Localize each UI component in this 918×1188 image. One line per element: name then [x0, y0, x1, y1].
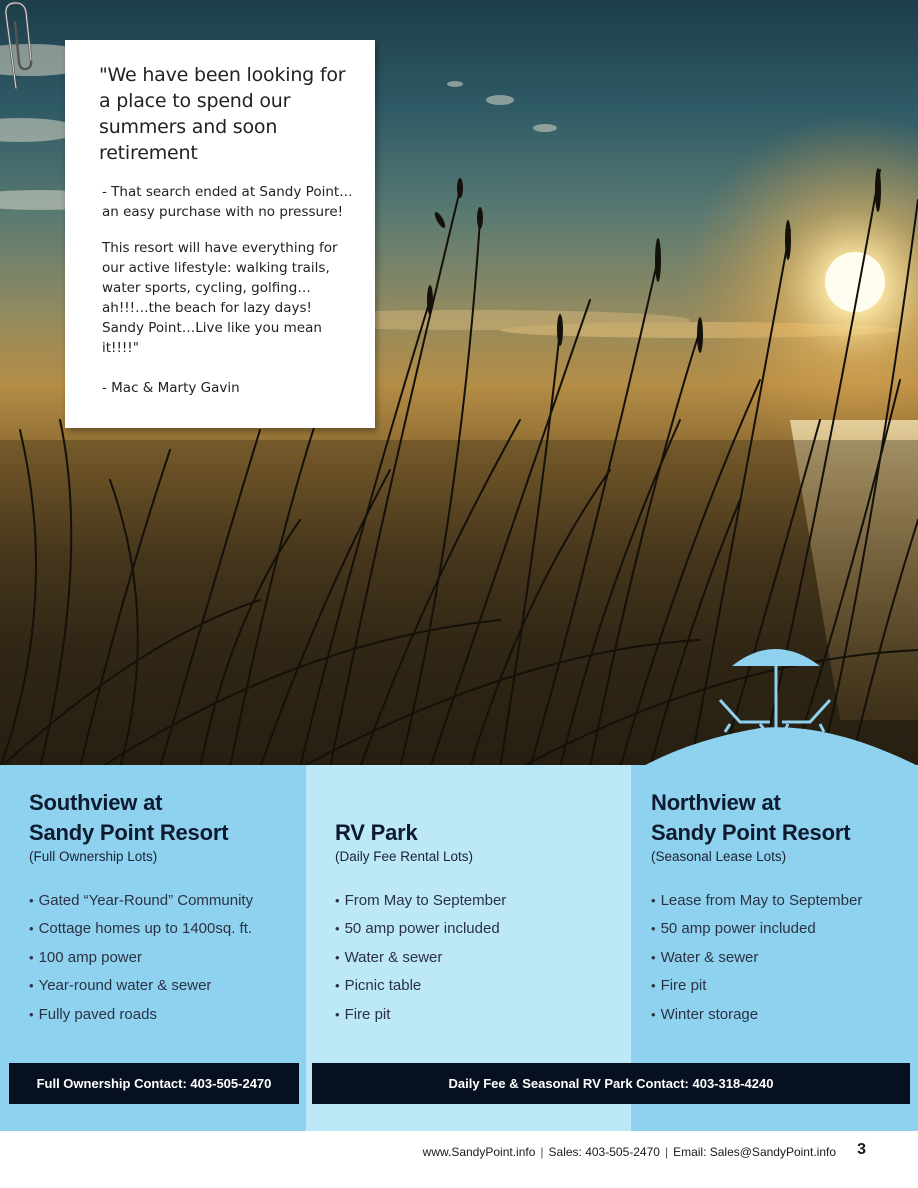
feature-item: • Year-round water & sewer: [29, 972, 299, 1000]
page-number: 3: [857, 1141, 866, 1158]
column-title-line2: Sandy Point Resort: [651, 820, 851, 845]
paperclip-icon: [0, 0, 34, 92]
feature-item: • Winter storage: [651, 1001, 911, 1029]
feature-list: [335, 887, 615, 1029]
footer-sales-phone: Sales: 403-505-2470: [548, 1145, 660, 1159]
column-title-line2: Sandy Point Resort: [29, 820, 229, 845]
testimonial-quote: "We have been looking for a place to spend our summers and soon retirement: [99, 64, 346, 164]
northview-column: [651, 788, 911, 1029]
rv-park-column: [335, 788, 615, 1029]
rv-park-contact-bar: [312, 1063, 910, 1104]
column-subtitle: (Daily Fee Rental Lots): [335, 849, 474, 864]
feature-item: • Cottage homes up to 1400sq. ft.: [29, 915, 299, 943]
testimonial-note: [65, 40, 375, 428]
column-subtitle: (Full Ownership Lots): [29, 849, 158, 864]
contact-text: Daily Fee & Seasonal RV Park Contact: 403-318-4240: [448, 1076, 774, 1091]
testimonial-signature: - Mac & Marty Gavin: [102, 380, 240, 396]
footer-contact-line: www.SandyPoint.info | Sales: 403-505-2470 | Email: Sales@SandyPoint.info: [422, 1145, 836, 1159]
feature-item: • Water & sewer: [651, 944, 911, 972]
footer-website-link[interactable]: www.SandyPoint.info: [422, 1145, 536, 1159]
feature-item: • 100 amp power: [29, 944, 299, 972]
page-footer: [0, 1131, 918, 1188]
footer-email-link[interactable]: Email: Sales@SandyPoint.info: [673, 1145, 836, 1159]
feature-list: [29, 887, 299, 1029]
feature-item: • Fully paved roads: [29, 1001, 299, 1029]
column-title-line1: Northview at: [651, 790, 781, 815]
feature-item: • From May to September: [335, 887, 615, 915]
contact-text: Full Ownership Contact: 403-505-2470: [36, 1076, 272, 1091]
feature-item: • Picnic table: [335, 972, 615, 1000]
column-title: [29, 788, 299, 848]
feature-item: • Fire pit: [335, 1001, 615, 1029]
testimonial-paragraph: - That search ended at Sandy Point…an easy purchase with no pressure!: [102, 184, 353, 220]
feature-item: • Lease from May to September: [651, 887, 911, 915]
southview-column: [29, 788, 299, 1029]
feature-item: • 50 amp power included: [651, 915, 911, 943]
feature-item: • Gated “Year-Round” Community: [29, 887, 299, 915]
column-title-line1: Southview at: [29, 790, 163, 815]
column-subtitle: (Seasonal Lease Lots): [651, 849, 787, 864]
full-ownership-contact-bar: [9, 1063, 299, 1104]
feature-item: • Fire pit: [651, 972, 911, 1000]
column-title-line2: RV Park: [335, 820, 418, 845]
column-title: [335, 788, 615, 848]
feature-item: • 50 amp power included: [335, 915, 615, 943]
feature-item: • Water & sewer: [335, 944, 615, 972]
column-title: [651, 788, 911, 848]
testimonial-paragraph: This resort will have everything for our active lifestyle: walking trails, water sports, cycling, golfing…ah!!!…the beach for lazy days! Sandy Point…Live like you mean it!!!!": [102, 240, 338, 356]
feature-list: [651, 887, 911, 1029]
